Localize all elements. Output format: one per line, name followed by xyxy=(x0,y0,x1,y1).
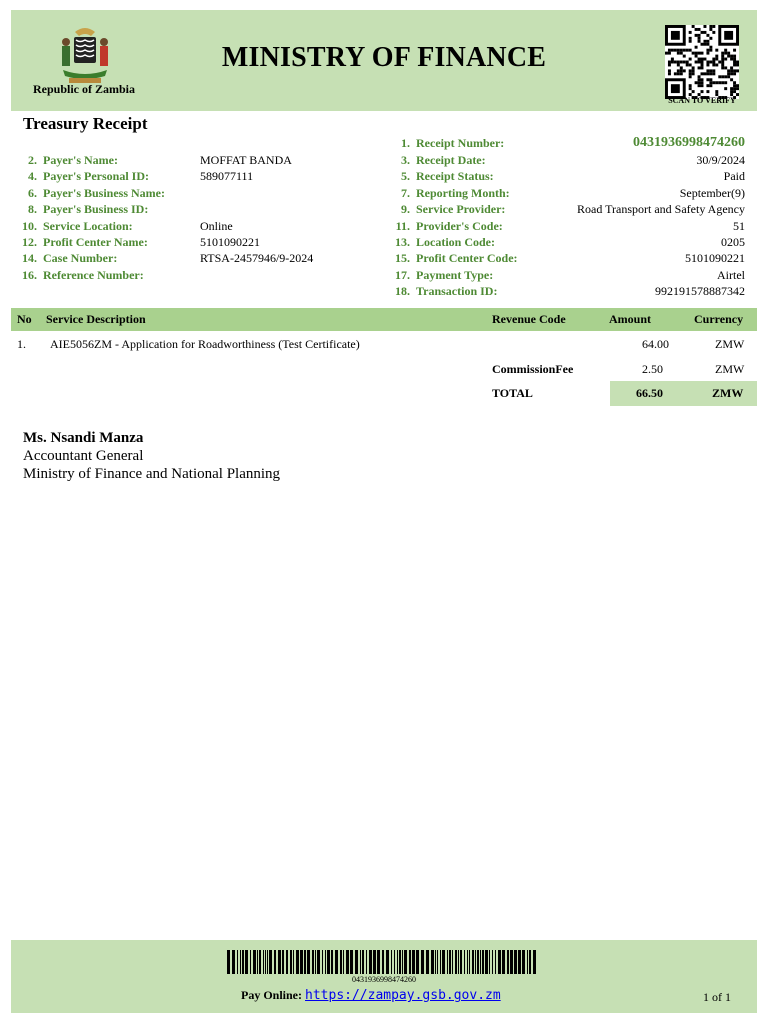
pay-online-label: Pay Online: xyxy=(241,988,303,1002)
field-number: 12. xyxy=(22,235,37,249)
field-number: 4. xyxy=(28,169,37,183)
field-row xyxy=(11,201,391,217)
field-number: 14. xyxy=(22,251,37,265)
field-number: 18. xyxy=(395,284,410,298)
col-amount: Amount xyxy=(609,312,652,326)
field-value: MOFFAT BANDA xyxy=(200,153,292,167)
field-label: Provider's Code: xyxy=(416,219,503,233)
barcode-number: 0431936998474260 xyxy=(352,975,416,984)
field-row xyxy=(11,267,391,283)
field-label: Case Number: xyxy=(43,251,118,265)
field-value: Paid xyxy=(723,169,745,183)
field-value: 5101090221 xyxy=(685,251,745,265)
row-description: AIE5056ZM - Application for Roadworthiness (Test Certificate) xyxy=(50,337,360,351)
field-value: 0431936998474260 xyxy=(633,135,745,150)
field-label: Profit Center Name: xyxy=(43,235,148,249)
field-row xyxy=(384,135,745,151)
pay-online xyxy=(241,988,501,1003)
field-label: Payer's Business Name: xyxy=(43,186,165,200)
field-label: Location Code: xyxy=(416,235,495,249)
field-value: 0205 xyxy=(721,235,745,249)
field-number: 10. xyxy=(22,219,37,233)
field-value: 5101090221 xyxy=(200,235,260,249)
field-label: Profit Center Code: xyxy=(416,251,518,265)
field-value: September(9) xyxy=(679,186,745,200)
field-label: Reference Number: xyxy=(43,268,144,282)
field-row xyxy=(384,168,745,184)
total-currency: ZMW xyxy=(712,386,744,400)
receipt-title: Treasury Receipt xyxy=(23,114,148,133)
field-label: Receipt Number: xyxy=(416,136,505,150)
field-label: Receipt Status: xyxy=(416,169,494,183)
row-amount: 64.00 xyxy=(642,337,669,351)
pay-online-link[interactable]: https://zampay.gsb.gov.zm xyxy=(305,988,501,1003)
receipt-footer xyxy=(11,940,757,1013)
field-number: 15. xyxy=(395,251,410,265)
signatory-name: Ms. Nsandi Manza xyxy=(23,430,144,446)
col-service-description: Service Description xyxy=(46,312,146,326)
field-value: Online xyxy=(200,219,233,233)
field-label: Receipt Date: xyxy=(416,153,486,167)
field-label: Payer's Business ID: xyxy=(43,202,149,216)
field-value: 51 xyxy=(733,219,745,233)
barcode-icon xyxy=(227,950,539,974)
field-value: Airtel xyxy=(717,268,745,282)
qr-code-icon[interactable] xyxy=(665,25,739,99)
field-row xyxy=(11,218,391,234)
field-row xyxy=(384,201,745,217)
field-row xyxy=(11,185,391,201)
field-number: 5. xyxy=(401,169,410,183)
field-label: Transaction ID: xyxy=(416,284,498,298)
field-value: 589077111 xyxy=(200,169,254,183)
field-row xyxy=(384,267,745,283)
field-row xyxy=(384,234,745,250)
field-number: 3. xyxy=(401,153,410,167)
field-label: Reporting Month: xyxy=(416,186,510,200)
field-number: 2. xyxy=(28,153,37,167)
field-value: 992191578887342 xyxy=(655,284,745,298)
field-label: Payment Type: xyxy=(416,268,494,282)
field-label: Payer's Name: xyxy=(43,153,118,167)
field-row xyxy=(384,283,745,299)
commission-currency: ZMW xyxy=(715,362,745,376)
col-revenue-code: Revenue Code xyxy=(492,312,566,326)
row-no: 1. xyxy=(17,337,26,351)
field-row xyxy=(384,152,745,168)
ministry-title: MINISTRY OF FINANCE xyxy=(221,42,547,73)
page-number: 1 of 1 xyxy=(703,990,731,1004)
field-value: 30/9/2024 xyxy=(696,153,745,167)
field-value: Road Transport and Safety Agency xyxy=(577,202,745,216)
table-row xyxy=(11,333,757,355)
republic-label: Republic of Zambia xyxy=(32,82,135,96)
field-row xyxy=(11,250,391,266)
field-row xyxy=(11,168,391,184)
field-row xyxy=(384,185,745,201)
field-number: 9. xyxy=(401,202,410,216)
commission-amount: 2.50 xyxy=(642,362,663,376)
field-row xyxy=(384,250,745,266)
field-row xyxy=(384,218,745,234)
total-amount: 66.50 xyxy=(636,386,663,400)
field-number: 13. xyxy=(395,235,410,249)
field-value: RTSA-2457946/9-2024 xyxy=(200,251,314,265)
field-number: 7. xyxy=(401,186,410,200)
total-label: TOTAL xyxy=(492,386,533,400)
field-label: Service Provider: xyxy=(416,202,506,216)
commission-label: CommissionFee xyxy=(492,362,574,376)
receipt-header xyxy=(11,10,757,111)
field-number: 11. xyxy=(395,219,410,233)
field-row xyxy=(11,234,391,250)
field-number: 6. xyxy=(28,186,37,200)
field-label: Payer's Personal ID: xyxy=(43,169,149,183)
field-number: 17. xyxy=(395,268,410,282)
services-table-header xyxy=(11,308,757,331)
scan-to-verify-label: SCAN TO VERIFY xyxy=(668,96,736,105)
field-number: 16. xyxy=(22,268,37,282)
signatory-organization: Ministry of Finance and National Planning xyxy=(23,466,281,482)
commission-row xyxy=(11,358,757,380)
field-number: 1. xyxy=(401,136,410,150)
row-currency: ZMW xyxy=(715,337,745,351)
col-no: No xyxy=(17,312,32,326)
total-row xyxy=(11,381,757,406)
field-label: Service Location: xyxy=(43,219,133,233)
field-row xyxy=(11,152,391,168)
col-currency: Currency xyxy=(694,312,744,326)
signatory-position: Accountant General xyxy=(23,448,144,464)
field-number: 8. xyxy=(28,202,37,216)
